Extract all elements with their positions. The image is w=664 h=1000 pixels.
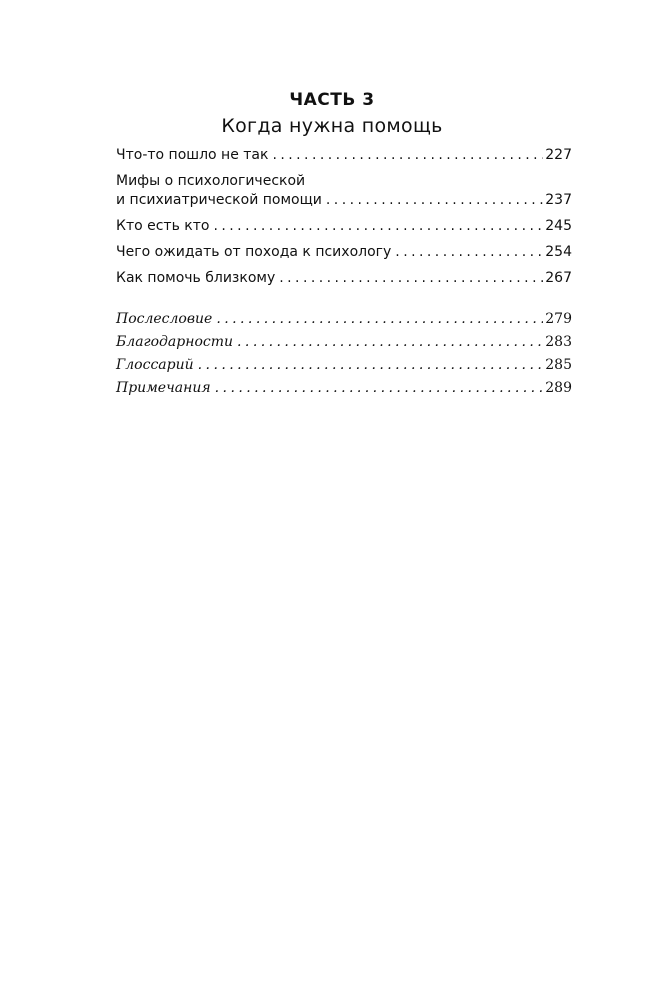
toc-entry[interactable] [116,269,572,288]
toc-leader-dots [213,217,543,236]
toc-entry[interactable] [116,217,572,236]
toc-leader-dots [198,354,544,377]
toc-leader-dots [395,243,543,262]
toc-leader-dots [216,308,543,331]
toc-entry-page: 227 [545,147,572,163]
toc-entry-title-line1: Мифы о психологической [116,173,306,189]
toc-entry[interactable] [116,146,572,165]
toc-entry[interactable] [116,377,572,400]
toc-entry[interactable] [116,308,572,331]
toc-entry-title: Примечания [116,380,211,396]
toc-end-matter-list [116,308,572,400]
toc-entry-title: и психиатрической помощи [116,192,322,208]
toc-leader-dots [237,331,543,354]
toc-entry-page: 237 [545,192,572,208]
toc-entry-page: 279 [545,311,572,327]
toc-entry[interactable] [116,354,572,377]
toc-entry-page: 289 [545,380,572,396]
toc-entry-title: Как помочь близкому [116,270,276,286]
toc-entry-title: Глоссарий [116,357,194,373]
toc-entry[interactable] [116,331,572,354]
toc-leader-dots [215,377,544,400]
toc-entry-page: 283 [545,334,572,350]
toc-entry-page: 285 [545,357,572,373]
toc-entry-page: 267 [545,270,572,286]
toc-leader-dots [326,191,543,210]
toc-entry[interactable] [116,172,572,210]
part-title: Когда нужна помощь [221,115,443,137]
part-label: ЧАСТЬ 3 [289,90,375,110]
toc-entry-title: Что-то пошло не так [116,147,269,163]
toc-entry-page: 254 [545,244,572,260]
toc-entry-title: Кто есть кто [116,218,210,234]
toc-entry-title: Послесловие [116,311,213,327]
toc-entry-title: Благодарности [116,334,234,350]
toc-leader-dots [279,269,543,288]
toc-leader-dots [272,146,543,165]
toc-entry[interactable] [116,243,572,262]
toc-entry-page: 245 [545,218,572,234]
toc-entry-title: Чего ожидать от похода к психологу [116,244,392,260]
toc-main-list [116,146,572,295]
